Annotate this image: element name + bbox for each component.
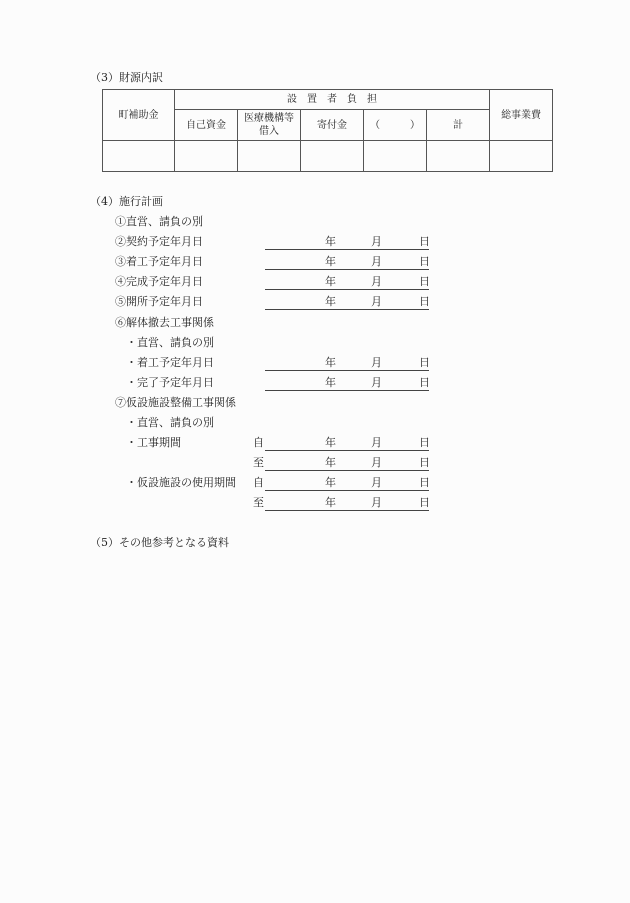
year-label: 年 [325, 376, 336, 389]
cell-medical-loan[interactable] [238, 141, 301, 172]
month-label: 月 [371, 436, 382, 449]
demolition-completion-date: ・完了予定年月日 [126, 376, 214, 389]
section-5-heading: （5）その他参考となる資料 [90, 536, 229, 549]
month-label: 月 [371, 255, 382, 268]
temporary-usage-period: ・仮設施設の使用期間 [126, 476, 236, 489]
day-label: 日 [419, 376, 430, 389]
usage-period-to-label: 至 [253, 496, 264, 509]
header-donations: 寄付金 [301, 110, 364, 141]
demolition-start-date-field[interactable] [265, 356, 429, 371]
month-label: 月 [371, 476, 382, 489]
month-label: 月 [371, 356, 382, 369]
header-installer-burden: 設 置 者 負 担 [175, 90, 490, 110]
header-medical-loan-line1: 医療機構等 [244, 113, 294, 124]
work-period-to-field[interactable] [265, 456, 429, 471]
cell-total-cost[interactable] [490, 141, 553, 172]
start-date-field[interactable] [265, 255, 429, 270]
item-completion-date: ④完成予定年月日 [115, 275, 203, 288]
section-3-heading: （3）財源内訳 [90, 71, 163, 84]
cell-other[interactable] [364, 141, 427, 172]
month-label: 月 [371, 496, 382, 509]
table-row [103, 141, 553, 172]
year-label: 年 [325, 255, 336, 268]
day-label: 日 [419, 436, 430, 449]
year-label: 年 [325, 235, 336, 248]
usage-period-from-label: 自 [253, 476, 264, 489]
completion-date-field[interactable] [265, 275, 429, 290]
header-medical-loan-line2: 借入 [259, 126, 279, 137]
month-label: 月 [371, 275, 382, 288]
month-label: 月 [371, 456, 382, 469]
year-label: 年 [325, 275, 336, 288]
temporary-work-period: ・工事期間 [126, 436, 181, 449]
day-label: 日 [419, 255, 430, 268]
day-label: 日 [419, 275, 430, 288]
work-period-to-label: 至 [253, 456, 264, 469]
funding-breakdown-table [102, 89, 553, 172]
year-label: 年 [325, 476, 336, 489]
usage-period-to-field[interactable] [265, 496, 429, 511]
year-label: 年 [325, 496, 336, 509]
item-demolition-work: ⑥解体撤去工事関係 [115, 316, 214, 329]
header-subtotal: 計 [427, 110, 490, 141]
item-temporary-facility-work: ⑦仮設施設整備工事関係 [115, 396, 236, 409]
item-start-date: ③着工予定年月日 [115, 255, 203, 268]
demolition-direct-or-contract: ・直営、請負の別 [126, 336, 214, 349]
year-label: 年 [325, 356, 336, 369]
item-contract-date: ②契約予定年月日 [115, 235, 203, 248]
item-direct-or-contract: ①直営、請負の別 [115, 215, 203, 228]
header-total-cost: 総事業費 [490, 90, 553, 141]
work-period-from-label: 自 [253, 436, 264, 449]
year-label: 年 [325, 436, 336, 449]
demolition-completion-date-field[interactable] [265, 376, 429, 391]
temporary-direct-or-contract: ・直営、請負の別 [126, 416, 214, 429]
day-label: 日 [419, 295, 430, 308]
year-label: 年 [325, 295, 336, 308]
contract-date-field[interactable] [265, 235, 429, 250]
cell-subtotal[interactable] [427, 141, 490, 172]
cell-town-subsidy[interactable] [103, 141, 175, 172]
day-label: 日 [419, 476, 430, 489]
header-medical-loan [238, 110, 301, 141]
header-other: （ ） [364, 110, 427, 141]
day-label: 日 [419, 235, 430, 248]
opening-date-field[interactable] [265, 295, 429, 310]
demolition-start-date: ・着工予定年月日 [126, 356, 214, 369]
month-label: 月 [371, 376, 382, 389]
work-period-from-field[interactable] [265, 436, 429, 451]
item-opening-date: ⑤開所予定年月日 [115, 295, 203, 308]
header-town-subsidy: 町補助金 [103, 90, 175, 141]
day-label: 日 [419, 456, 430, 469]
month-label: 月 [371, 295, 382, 308]
year-label: 年 [325, 456, 336, 469]
day-label: 日 [419, 356, 430, 369]
month-label: 月 [371, 235, 382, 248]
header-own-funds: 自己資金 [175, 110, 238, 141]
day-label: 日 [419, 496, 430, 509]
usage-period-from-field[interactable] [265, 476, 429, 491]
section-4-heading: （4）施行計画 [90, 195, 163, 208]
cell-donations[interactable] [301, 141, 364, 172]
cell-own-funds[interactable] [175, 141, 238, 172]
